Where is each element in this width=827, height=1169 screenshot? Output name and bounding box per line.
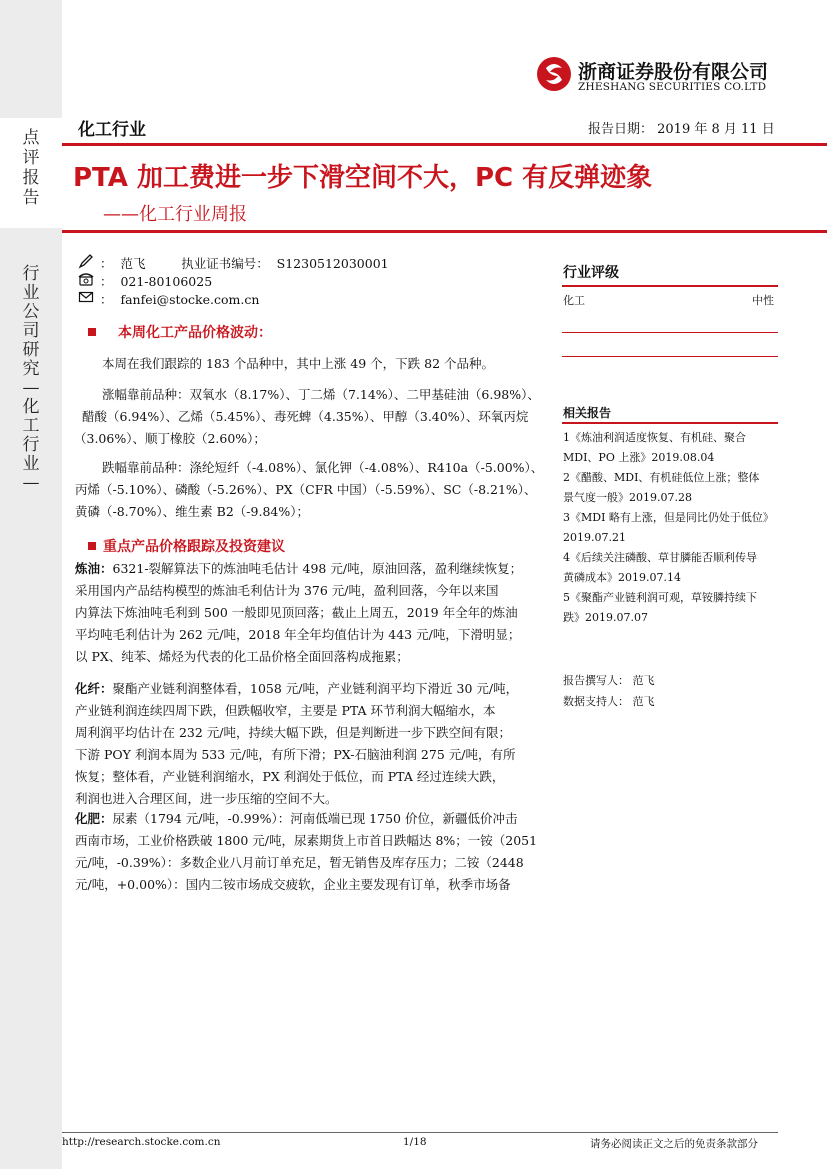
rating-sector: 化工 [563,294,585,307]
body-line: 下游 POY 利润本周为 533 元/吨，有所下滑；PX-石脑油利润 275 元/吨，有所 [75,747,516,762]
pen-icon [78,253,94,269]
report-type-char: 报 [22,168,40,188]
rating-rule [562,285,778,287]
related-report-link[interactable]: MDI、PO 上涨》2019.08.04 [563,451,715,464]
category-char: 行 [22,435,40,455]
body-line: 利润也进入合理区间，进一步压缩的空间不大。 [75,791,338,806]
footer-url[interactable]: http://research.stocke.com.cn [62,1136,221,1148]
rating-divider [562,332,778,333]
body-line: 元/吨，-0.39%）：多数企业八月前订单充足，暂无销售及库存压力；二铵（2448 [75,855,524,870]
category-char: 工 [22,416,40,436]
related-report-link[interactable]: 2《醋酸、MDI、有机硅低位上涨；整体 [563,471,760,484]
related-report-link[interactable]: 2019.07.21 [563,531,626,544]
page-number: 1/18 [403,1136,427,1148]
body-line: 丙烯（-5.10%）、磷酸（-5.26%）、PX（CFR 中国）（-5.59%）、SC（-8.21%）、 [75,482,537,497]
title-rule [62,230,827,233]
paragraph-lead: 化纤： [75,681,113,696]
author-name-line: ： 范飞 执业证书编号： S1230512030001 [100,256,389,271]
category-char: 司 [22,321,40,341]
body-line: 以 PX、纯苯、烯烃为代表的化工品价格全面回落构成拖累； [75,649,409,664]
section-1-title: 本周化工产品价格波动： [118,325,272,341]
category-char: 研 [22,340,40,360]
footer-rule [62,1132,778,1133]
footer-disclaimer: 请务必阅读正文之后的免责条款部分 [590,1138,758,1150]
data-supporter: 数据支持人： 范飞 [563,695,655,708]
section-1-gainers [74,384,552,450]
rating-divider [562,356,778,357]
category-vertical-label [0,265,62,493]
body-line: 涨幅靠前品种：双氧水（8.17%）、丁二烯（7.14%）、二甲基硅油（6.98%）、 [102,387,540,402]
category-char: 行 [22,264,40,284]
paragraph-lead: 化肥： [75,811,113,826]
category-char: — [22,473,40,493]
paragraph-fertilizer [75,808,547,896]
paragraph-lead: 炼油： [75,561,113,576]
section-bullet-icon [88,542,96,550]
body-line: 黄磷（-8.70%）、维生素 B2（-9.84%）； [75,504,309,519]
category-char: 公 [22,302,40,322]
related-report-link[interactable]: 黄磷成本》2019.07.14 [563,571,681,584]
category-char: — [22,378,40,398]
paragraph-refining [75,558,547,668]
related-reports-list [563,428,783,628]
body-line: 本周在我们跟踪的 183 个品种中，其中上涨 49 个，下跌 82 个品种。 [102,356,495,371]
author-email[interactable]: ： fanfei@stocke.com.cn [100,292,260,307]
category-char: 化 [22,397,40,417]
related-rule [562,422,778,424]
category-char: 究 [22,359,40,379]
email-icon [78,289,94,305]
report-type-char: 点 [22,128,40,148]
body-line: 6321-裂解算法下的炼油吨毛估计 498 元/吨，原油回落，盈利继续恢复； [112,561,523,576]
report-writer: 报告撰写人： 范飞 [563,674,655,687]
section-1-losers [75,457,552,523]
related-report-link[interactable]: 5《聚酯产业链利润可观，草铵膦持续下 [563,591,757,604]
company-logo-icon [536,56,572,92]
body-line: 恢复；整体看，产业链利润缩水，PX 利润处于低位，而 PTA 经过连续大跌， [75,769,505,784]
body-line: 跌幅靠前品种：涤纶短纤（-4.08%）、氯化钾（-4.08%）、R410a（-5.00%）、 [102,460,544,475]
category-char: 业 [22,454,40,474]
section-2-title: 重点产品价格跟踪及投资建议 [103,539,285,555]
rating-heading: 行业评级 [563,265,619,281]
page-title: PTA 加工费进一步下滑空间不大，PC 有反弹迹象 [73,163,653,193]
report-type-char: 评 [22,148,40,168]
section-bullet-icon [88,328,96,336]
body-line: 尿素（1794 元/吨，-0.99%）：河南低端已现 1750 价位，新疆低价冲击 [112,811,518,826]
author-phone: ： 021-80106025 [100,274,213,289]
report-type-char: 告 [22,188,40,208]
body-line: 产业链利润连续四周下跌，但跌幅收窄，主要是 PTA 环节利润大幅缩水，本 [75,703,496,718]
phone-icon [78,271,94,287]
company-name-en: ZHESHANG SECURITIES CO.LTD [578,81,767,93]
report-date: 报告日期： 2019 年 8 月 11 日 [588,122,775,137]
related-report-link[interactable]: 3《MDI 略有上涨，但是同比仍处于低位》 [563,511,774,524]
body-line: 周利润平均估计在 232 元/吨，持续大幅下跌，但是判断进一步下跌空间有限； [75,725,512,740]
section-1-body [102,353,552,375]
body-line: 元/吨，+0.00%）：国内二铵市场成交疲软，企业主要发现有订单，秋季市场备 [75,877,511,892]
category-char: 业 [22,283,40,303]
related-report-link[interactable]: 4《后续关注磷酸、草甘膦能否顺利传导 [563,551,757,564]
body-line: （3.06%）、顺丁橡胶（2.60%）； [74,431,266,446]
header-rule [62,143,827,146]
paragraph-fiber [75,678,547,810]
report-type-vertical-label [0,128,62,208]
related-report-link[interactable]: 景气度一般》2019.07.28 [563,491,692,504]
rating-value: 中性 [752,294,774,307]
related-report-link[interactable]: 1《炼油利润适度恢复、有机硅、聚合 [563,431,746,444]
related-reports-heading: 相关报告 [563,406,612,420]
page-subtitle: ——化工行业周报 [103,204,247,225]
body-line: 西南市场，工业价格跌破 1800 元/吨，尿素期货上市首日跌幅达 8%；一铵（2051 [75,833,538,848]
body-line: 聚酯产业链利润整体看，1058 元/吨，产业链利润平均下滑近 30 元/吨， [112,681,519,696]
body-line: 内算法下炼油吨毛利到 500 一般即见顶回落；截止上周五，2019 年全年的炼油 [75,605,518,620]
company-name-cn: 浙商证券股份有限公司 [578,61,769,83]
related-report-link[interactable]: 跌》2019.07.07 [563,611,648,624]
body-line: 醋酸（6.94%）、乙烯（5.45%）、毒死蜱（4.35%）、甲醇（3.40%）、环氧丙烷 [82,409,529,424]
body-line: 采用国内产品结构模型的炼油毛利估计为 376 元/吨，盈利回落，今年以来国 [75,583,499,598]
industry-label: 化工行业 [78,120,146,140]
body-line: 平均吨毛利估计为 262 元/吨，2018 年全年均值估计为 443 元/吨，下滑明显； [75,627,521,642]
